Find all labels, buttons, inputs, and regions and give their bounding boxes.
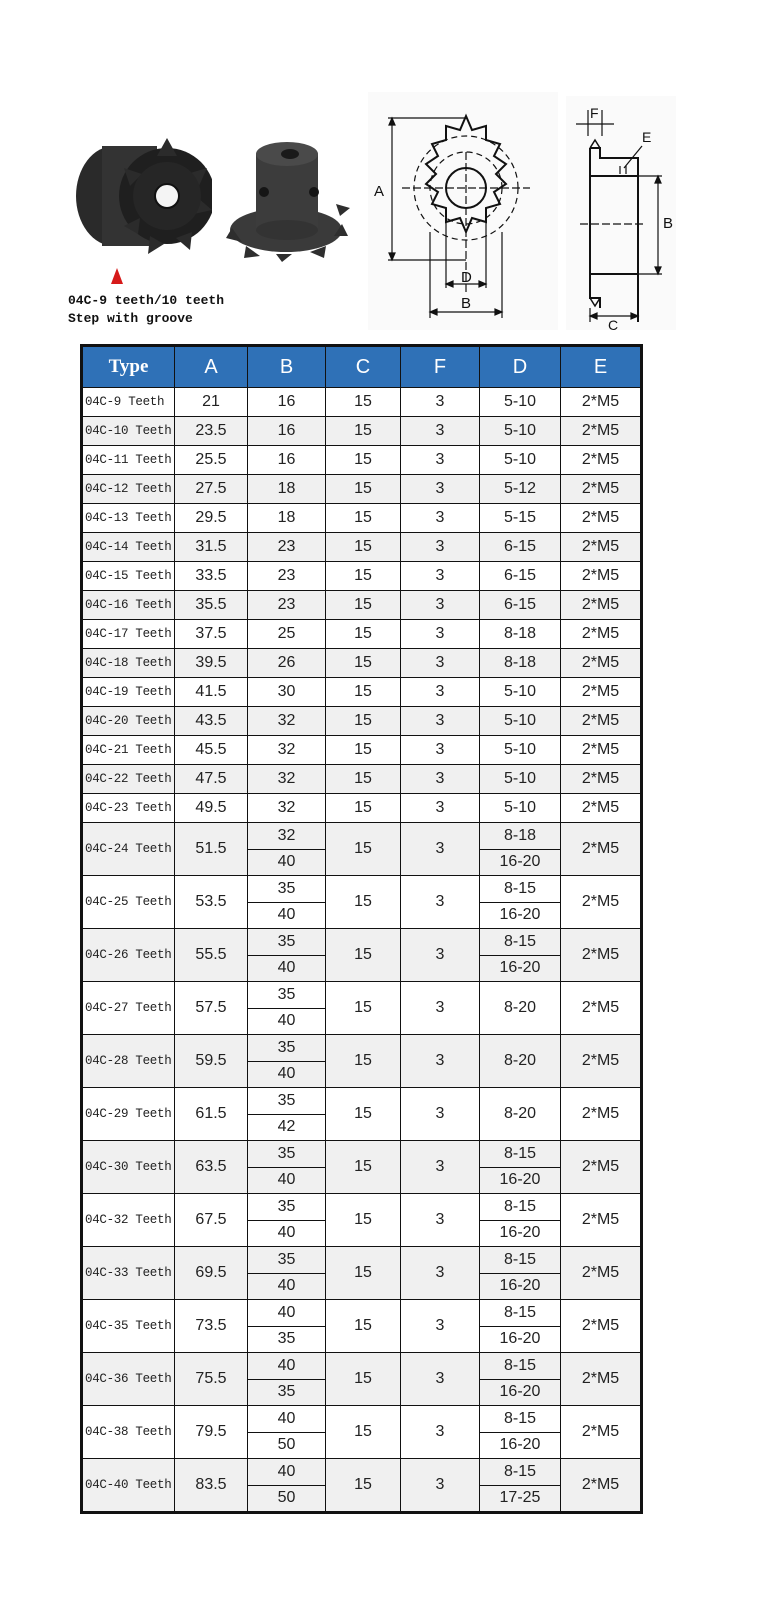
cell-type: 04C-25 Teeth xyxy=(82,876,175,929)
cell-b: 23 xyxy=(248,533,326,562)
cell-d: 8-20 xyxy=(480,982,561,1035)
cell-e: 2*M5 xyxy=(561,504,642,533)
cell-b-value: 40 xyxy=(248,1300,325,1327)
cell-b-value: 35 xyxy=(248,1088,325,1115)
cell-d: 8-18 xyxy=(480,620,561,649)
cell-b-value: 35 xyxy=(248,929,325,956)
cell-a: 21 xyxy=(175,388,248,417)
cell-type: 04C-26 Teeth xyxy=(82,929,175,982)
cell-d-value: 8-18 xyxy=(480,823,560,850)
cell-d: 5-10 xyxy=(480,678,561,707)
cell-b-value: 40 xyxy=(277,1171,296,1189)
cell-type: 04C-20 Teeth xyxy=(82,707,175,736)
cell-b-split xyxy=(248,1406,326,1459)
cell-c: 15 xyxy=(326,649,401,678)
cell-e: 2*M5 xyxy=(561,1300,642,1353)
table-row xyxy=(82,1406,642,1459)
cell-b-split xyxy=(248,982,326,1035)
cell-d: 5-10 xyxy=(480,794,561,823)
cell-f: 3 xyxy=(401,562,480,591)
cell-d-value: 16-20 xyxy=(499,959,541,977)
cell-e: 2*M5 xyxy=(561,823,642,876)
cell-c: 15 xyxy=(326,446,401,475)
cell-type: 04C-9 Teeth xyxy=(82,388,175,417)
cell-d-value: 16-20 xyxy=(499,1171,541,1189)
cell-f: 3 xyxy=(401,794,480,823)
cell-d-value: 8-15 xyxy=(480,876,560,903)
cell-b-value: 40 xyxy=(277,1224,296,1242)
table-row xyxy=(82,562,642,591)
cell-d-value: 16-20 xyxy=(499,906,541,924)
cell-e: 2*M5 xyxy=(561,1194,642,1247)
table-row xyxy=(82,765,642,794)
cell-e: 2*M5 xyxy=(561,982,642,1035)
cell-f: 3 xyxy=(401,1406,480,1459)
cell-f: 3 xyxy=(401,1194,480,1247)
cell-c: 15 xyxy=(326,765,401,794)
cell-b: 16 xyxy=(248,446,326,475)
table-row xyxy=(82,1194,642,1247)
cell-c: 15 xyxy=(326,533,401,562)
cell-e: 2*M5 xyxy=(561,678,642,707)
cell-c: 15 xyxy=(326,736,401,765)
cell-f: 3 xyxy=(401,678,480,707)
cell-d-value: 16-20 xyxy=(499,1436,541,1454)
cell-b: 30 xyxy=(248,678,326,707)
cell-d: 6-15 xyxy=(480,562,561,591)
cell-type: 04C-35 Teeth xyxy=(82,1300,175,1353)
cell-b: 32 xyxy=(248,765,326,794)
cell-e: 2*M5 xyxy=(561,1353,642,1406)
cell-a: 83.5 xyxy=(175,1459,248,1513)
table-row xyxy=(82,649,642,678)
cell-a: 73.5 xyxy=(175,1300,248,1353)
header-f: F xyxy=(401,346,480,388)
side-view-diagram xyxy=(566,96,676,330)
cell-b: 23 xyxy=(248,591,326,620)
cell-a: 47.5 xyxy=(175,765,248,794)
cell-b-split xyxy=(248,1141,326,1194)
cell-d: 5-10 xyxy=(480,765,561,794)
cell-e: 2*M5 xyxy=(561,765,642,794)
cell-b-value: 35 xyxy=(248,1141,325,1168)
cell-type: 04C-29 Teeth xyxy=(82,1088,175,1141)
cell-e: 2*M5 xyxy=(561,417,642,446)
header-a: A xyxy=(175,346,248,388)
table-row xyxy=(82,1088,642,1141)
table-row xyxy=(82,794,642,823)
cell-e: 2*M5 xyxy=(561,1459,642,1513)
cell-d-split xyxy=(480,1141,561,1194)
cell-a: 35.5 xyxy=(175,591,248,620)
cell-b: 18 xyxy=(248,475,326,504)
cell-a: 67.5 xyxy=(175,1194,248,1247)
cell-e: 2*M5 xyxy=(561,1406,642,1459)
cell-f: 3 xyxy=(401,765,480,794)
cell-f: 3 xyxy=(401,649,480,678)
cell-e: 2*M5 xyxy=(561,929,642,982)
cell-type: 04C-13 Teeth xyxy=(82,504,175,533)
cell-c: 15 xyxy=(326,876,401,929)
table-row xyxy=(82,1459,642,1513)
cell-c: 15 xyxy=(326,388,401,417)
cell-b-value: 35 xyxy=(277,1330,296,1348)
table-row xyxy=(82,876,642,929)
table-row xyxy=(82,707,642,736)
cell-c: 15 xyxy=(326,929,401,982)
table-row xyxy=(82,1353,642,1406)
cell-d-split xyxy=(480,929,561,982)
cell-c: 15 xyxy=(326,1194,401,1247)
cell-a: 55.5 xyxy=(175,929,248,982)
cell-type: 04C-15 Teeth xyxy=(82,562,175,591)
cell-d-value: 16-20 xyxy=(499,1224,541,1242)
cell-type: 04C-36 Teeth xyxy=(82,1353,175,1406)
cell-b-split xyxy=(248,823,326,876)
cell-b-split xyxy=(248,1194,326,1247)
cell-b-value: 35 xyxy=(248,982,325,1009)
cell-a: 79.5 xyxy=(175,1406,248,1459)
cell-f: 3 xyxy=(401,1353,480,1406)
cell-f: 3 xyxy=(401,707,480,736)
cell-a: 39.5 xyxy=(175,649,248,678)
cell-c: 15 xyxy=(326,620,401,649)
cell-f: 3 xyxy=(401,929,480,982)
cell-e: 2*M5 xyxy=(561,475,642,504)
table-row xyxy=(82,678,642,707)
cell-a: 25.5 xyxy=(175,446,248,475)
cell-b-value: 40 xyxy=(248,1406,325,1433)
cell-type: 04C-40 Teeth xyxy=(82,1459,175,1513)
cell-c: 15 xyxy=(326,678,401,707)
cell-e: 2*M5 xyxy=(561,591,642,620)
cell-c: 15 xyxy=(326,982,401,1035)
cell-b-value: 50 xyxy=(277,1489,296,1507)
spec-table xyxy=(80,344,643,1514)
cell-d-split xyxy=(480,876,561,929)
cell-d: 8-20 xyxy=(480,1088,561,1141)
cell-b-split xyxy=(248,1300,326,1353)
cell-type: 04C-21 Teeth xyxy=(82,736,175,765)
cell-b-value: 42 xyxy=(277,1118,296,1136)
cell-a: 75.5 xyxy=(175,1353,248,1406)
cell-a: 29.5 xyxy=(175,504,248,533)
cell-d-value: 17-25 xyxy=(499,1489,541,1507)
cell-d: 5-10 xyxy=(480,388,561,417)
table-header-row xyxy=(82,346,642,388)
cell-d-split xyxy=(480,1300,561,1353)
cell-type: 04C-28 Teeth xyxy=(82,1035,175,1088)
table-row xyxy=(82,475,642,504)
cell-d-value: 16-20 xyxy=(499,1383,541,1401)
cell-b-value: 35 xyxy=(248,1035,325,1062)
cell-a: 53.5 xyxy=(175,876,248,929)
header-type: Type xyxy=(82,346,175,388)
cell-type: 04C-33 Teeth xyxy=(82,1247,175,1300)
cell-f: 3 xyxy=(401,533,480,562)
cell-type: 04C-30 Teeth xyxy=(82,1141,175,1194)
table-row xyxy=(82,823,642,876)
cell-b-value: 35 xyxy=(248,876,325,903)
cell-type: 04C-12 Teeth xyxy=(82,475,175,504)
cell-d: 5-10 xyxy=(480,736,561,765)
dim-label-b: B xyxy=(461,295,472,312)
table-body xyxy=(82,388,642,1513)
cell-e: 2*M5 xyxy=(561,1088,642,1141)
cell-f: 3 xyxy=(401,1088,480,1141)
cell-c: 15 xyxy=(326,591,401,620)
cell-type: 04C-22 Teeth xyxy=(82,765,175,794)
cell-c: 15 xyxy=(326,1141,401,1194)
cell-type: 04C-24 Teeth xyxy=(82,823,175,876)
cell-a: 57.5 xyxy=(175,982,248,1035)
caption-line-2: Step with groove xyxy=(68,311,193,326)
photo-caption xyxy=(68,292,224,328)
cell-e: 2*M5 xyxy=(561,876,642,929)
cell-c: 15 xyxy=(326,1300,401,1353)
table-row xyxy=(82,388,642,417)
cell-b: 23 xyxy=(248,562,326,591)
cell-type: 04C-32 Teeth xyxy=(82,1194,175,1247)
cell-c: 15 xyxy=(326,562,401,591)
header-e: E xyxy=(561,346,642,388)
cell-d-value: 8-15 xyxy=(480,1194,560,1221)
table-row xyxy=(82,446,642,475)
cell-b-value: 40 xyxy=(277,1277,296,1295)
cell-b-value: 40 xyxy=(248,1353,325,1380)
sprocket-photo-stepped xyxy=(72,128,212,268)
cell-b-value: 50 xyxy=(277,1436,296,1454)
cell-a: 43.5 xyxy=(175,707,248,736)
cell-type: 04C-14 Teeth xyxy=(82,533,175,562)
header-b: B xyxy=(248,346,326,388)
cell-d-value: 16-20 xyxy=(499,853,541,871)
cell-b-value: 35 xyxy=(248,1194,325,1221)
cell-b-split xyxy=(248,1353,326,1406)
cell-b-value: 40 xyxy=(248,1459,325,1486)
cell-d-value: 8-15 xyxy=(480,1300,560,1327)
cell-b-value: 40 xyxy=(277,853,296,871)
header-c: C xyxy=(326,346,401,388)
cell-b-value: 40 xyxy=(277,959,296,977)
cell-e: 2*M5 xyxy=(561,649,642,678)
cell-b-value: 40 xyxy=(277,906,296,924)
side-label-b: B xyxy=(663,215,674,232)
cell-a: 27.5 xyxy=(175,475,248,504)
cell-a: 41.5 xyxy=(175,678,248,707)
cell-b-value: 40 xyxy=(277,1065,296,1083)
table-row xyxy=(82,1035,642,1088)
caption-line-1: 04C-9 teeth/10 teeth xyxy=(68,293,225,308)
side-label-c: C xyxy=(608,317,619,330)
cell-e: 2*M5 xyxy=(561,388,642,417)
cell-e: 2*M5 xyxy=(561,562,642,591)
cell-d-value: 8-15 xyxy=(480,1141,560,1168)
cell-b: 25 xyxy=(248,620,326,649)
cell-d: 8-20 xyxy=(480,1035,561,1088)
cell-d-value: 16-20 xyxy=(499,1330,541,1348)
cell-c: 15 xyxy=(326,504,401,533)
cell-d-value: 8-15 xyxy=(480,1406,560,1433)
cell-f: 3 xyxy=(401,1300,480,1353)
cell-c: 15 xyxy=(326,475,401,504)
cell-type: 04C-27 Teeth xyxy=(82,982,175,1035)
cell-a: 61.5 xyxy=(175,1088,248,1141)
cell-type: 04C-19 Teeth xyxy=(82,678,175,707)
cell-e: 2*M5 xyxy=(561,1247,642,1300)
cell-d-value: 8-15 xyxy=(480,1459,560,1486)
cell-b: 32 xyxy=(248,736,326,765)
cell-f: 3 xyxy=(401,1035,480,1088)
cell-c: 15 xyxy=(326,1353,401,1406)
cell-b-split xyxy=(248,876,326,929)
cell-c: 15 xyxy=(326,1247,401,1300)
cell-b-value: 35 xyxy=(248,1247,325,1274)
cell-d: 5-10 xyxy=(480,707,561,736)
table-row xyxy=(82,1141,642,1194)
cell-b: 16 xyxy=(248,417,326,446)
cell-d-value: 8-15 xyxy=(480,1353,560,1380)
cell-b: 32 xyxy=(248,707,326,736)
sprocket-photo-hub xyxy=(224,132,354,262)
cell-a: 31.5 xyxy=(175,533,248,562)
cell-b-split xyxy=(248,1035,326,1088)
cell-f: 3 xyxy=(401,982,480,1035)
cell-a: 37.5 xyxy=(175,620,248,649)
cell-f: 3 xyxy=(401,446,480,475)
cell-d: 5-10 xyxy=(480,417,561,446)
table-row xyxy=(82,504,642,533)
cell-b-value: 40 xyxy=(277,1012,296,1030)
cell-b-split xyxy=(248,929,326,982)
cell-d: 5-10 xyxy=(480,446,561,475)
cell-c: 15 xyxy=(326,823,401,876)
cell-e: 2*M5 xyxy=(561,1035,642,1088)
cell-d: 5-12 xyxy=(480,475,561,504)
cell-f: 3 xyxy=(401,475,480,504)
cell-a: 49.5 xyxy=(175,794,248,823)
front-view-diagram xyxy=(368,92,558,330)
cell-b-value: 32 xyxy=(248,823,325,850)
cell-a: 51.5 xyxy=(175,823,248,876)
cell-type: 04C-16 Teeth xyxy=(82,591,175,620)
cell-a: 23.5 xyxy=(175,417,248,446)
cell-d-value: 8-15 xyxy=(480,929,560,956)
cell-b: 26 xyxy=(248,649,326,678)
table-row xyxy=(82,982,642,1035)
cell-f: 3 xyxy=(401,620,480,649)
cell-d-split xyxy=(480,1459,561,1513)
cell-e: 2*M5 xyxy=(561,794,642,823)
table-row xyxy=(82,929,642,982)
table-row xyxy=(82,417,642,446)
cell-b-split xyxy=(248,1459,326,1513)
cell-f: 3 xyxy=(401,876,480,929)
cell-d: 8-18 xyxy=(480,649,561,678)
cell-c: 15 xyxy=(326,1088,401,1141)
cell-f: 3 xyxy=(401,1141,480,1194)
cell-b-split xyxy=(248,1247,326,1300)
table-row xyxy=(82,533,642,562)
cell-e: 2*M5 xyxy=(561,620,642,649)
table-row xyxy=(82,1300,642,1353)
cell-f: 3 xyxy=(401,388,480,417)
cell-b: 18 xyxy=(248,504,326,533)
cell-e: 2*M5 xyxy=(561,1141,642,1194)
table-row xyxy=(82,591,642,620)
cell-d-split xyxy=(480,1247,561,1300)
cell-type: 04C-23 Teeth xyxy=(82,794,175,823)
cell-c: 15 xyxy=(326,1035,401,1088)
cell-c: 15 xyxy=(326,417,401,446)
cell-d-value: 16-20 xyxy=(499,1277,541,1295)
cell-f: 3 xyxy=(401,1247,480,1300)
cell-c: 15 xyxy=(326,1459,401,1513)
cell-c: 15 xyxy=(326,1406,401,1459)
cell-b: 16 xyxy=(248,388,326,417)
cell-d: 6-15 xyxy=(480,533,561,562)
table-row xyxy=(82,620,642,649)
cell-d: 5-15 xyxy=(480,504,561,533)
dim-label-a: A xyxy=(374,183,385,200)
cell-d: 6-15 xyxy=(480,591,561,620)
cell-f: 3 xyxy=(401,417,480,446)
cell-d-split xyxy=(480,1353,561,1406)
cell-f: 3 xyxy=(401,504,480,533)
cell-a: 59.5 xyxy=(175,1035,248,1088)
cell-e: 2*M5 xyxy=(561,736,642,765)
header-d: D xyxy=(480,346,561,388)
cell-d-value: 8-15 xyxy=(480,1247,560,1274)
cell-d-split xyxy=(480,823,561,876)
cell-b-value: 35 xyxy=(277,1383,296,1401)
cell-c: 15 xyxy=(326,794,401,823)
cell-f: 3 xyxy=(401,823,480,876)
cell-d-split xyxy=(480,1406,561,1459)
table-row xyxy=(82,1247,642,1300)
cell-b: 32 xyxy=(248,794,326,823)
dim-label-d: D xyxy=(461,269,472,286)
pointer-arrow-icon xyxy=(111,268,123,284)
cell-a: 63.5 xyxy=(175,1141,248,1194)
side-label-e: E xyxy=(642,129,652,145)
cell-type: 04C-10 Teeth xyxy=(82,417,175,446)
cell-a: 69.5 xyxy=(175,1247,248,1300)
cell-d-split xyxy=(480,1194,561,1247)
side-label-f: F xyxy=(590,105,599,121)
cell-e: 2*M5 xyxy=(561,446,642,475)
cell-c: 15 xyxy=(326,707,401,736)
cell-f: 3 xyxy=(401,591,480,620)
cell-b-split xyxy=(248,1088,326,1141)
cell-a: 45.5 xyxy=(175,736,248,765)
cell-f: 3 xyxy=(401,1459,480,1513)
cell-type: 04C-38 Teeth xyxy=(82,1406,175,1459)
cell-e: 2*M5 xyxy=(561,707,642,736)
cell-e: 2*M5 xyxy=(561,533,642,562)
cell-a: 33.5 xyxy=(175,562,248,591)
table-row xyxy=(82,736,642,765)
cell-f: 3 xyxy=(401,736,480,765)
cell-type: 04C-11 Teeth xyxy=(82,446,175,475)
cell-type: 04C-18 Teeth xyxy=(82,649,175,678)
cell-type: 04C-17 Teeth xyxy=(82,620,175,649)
